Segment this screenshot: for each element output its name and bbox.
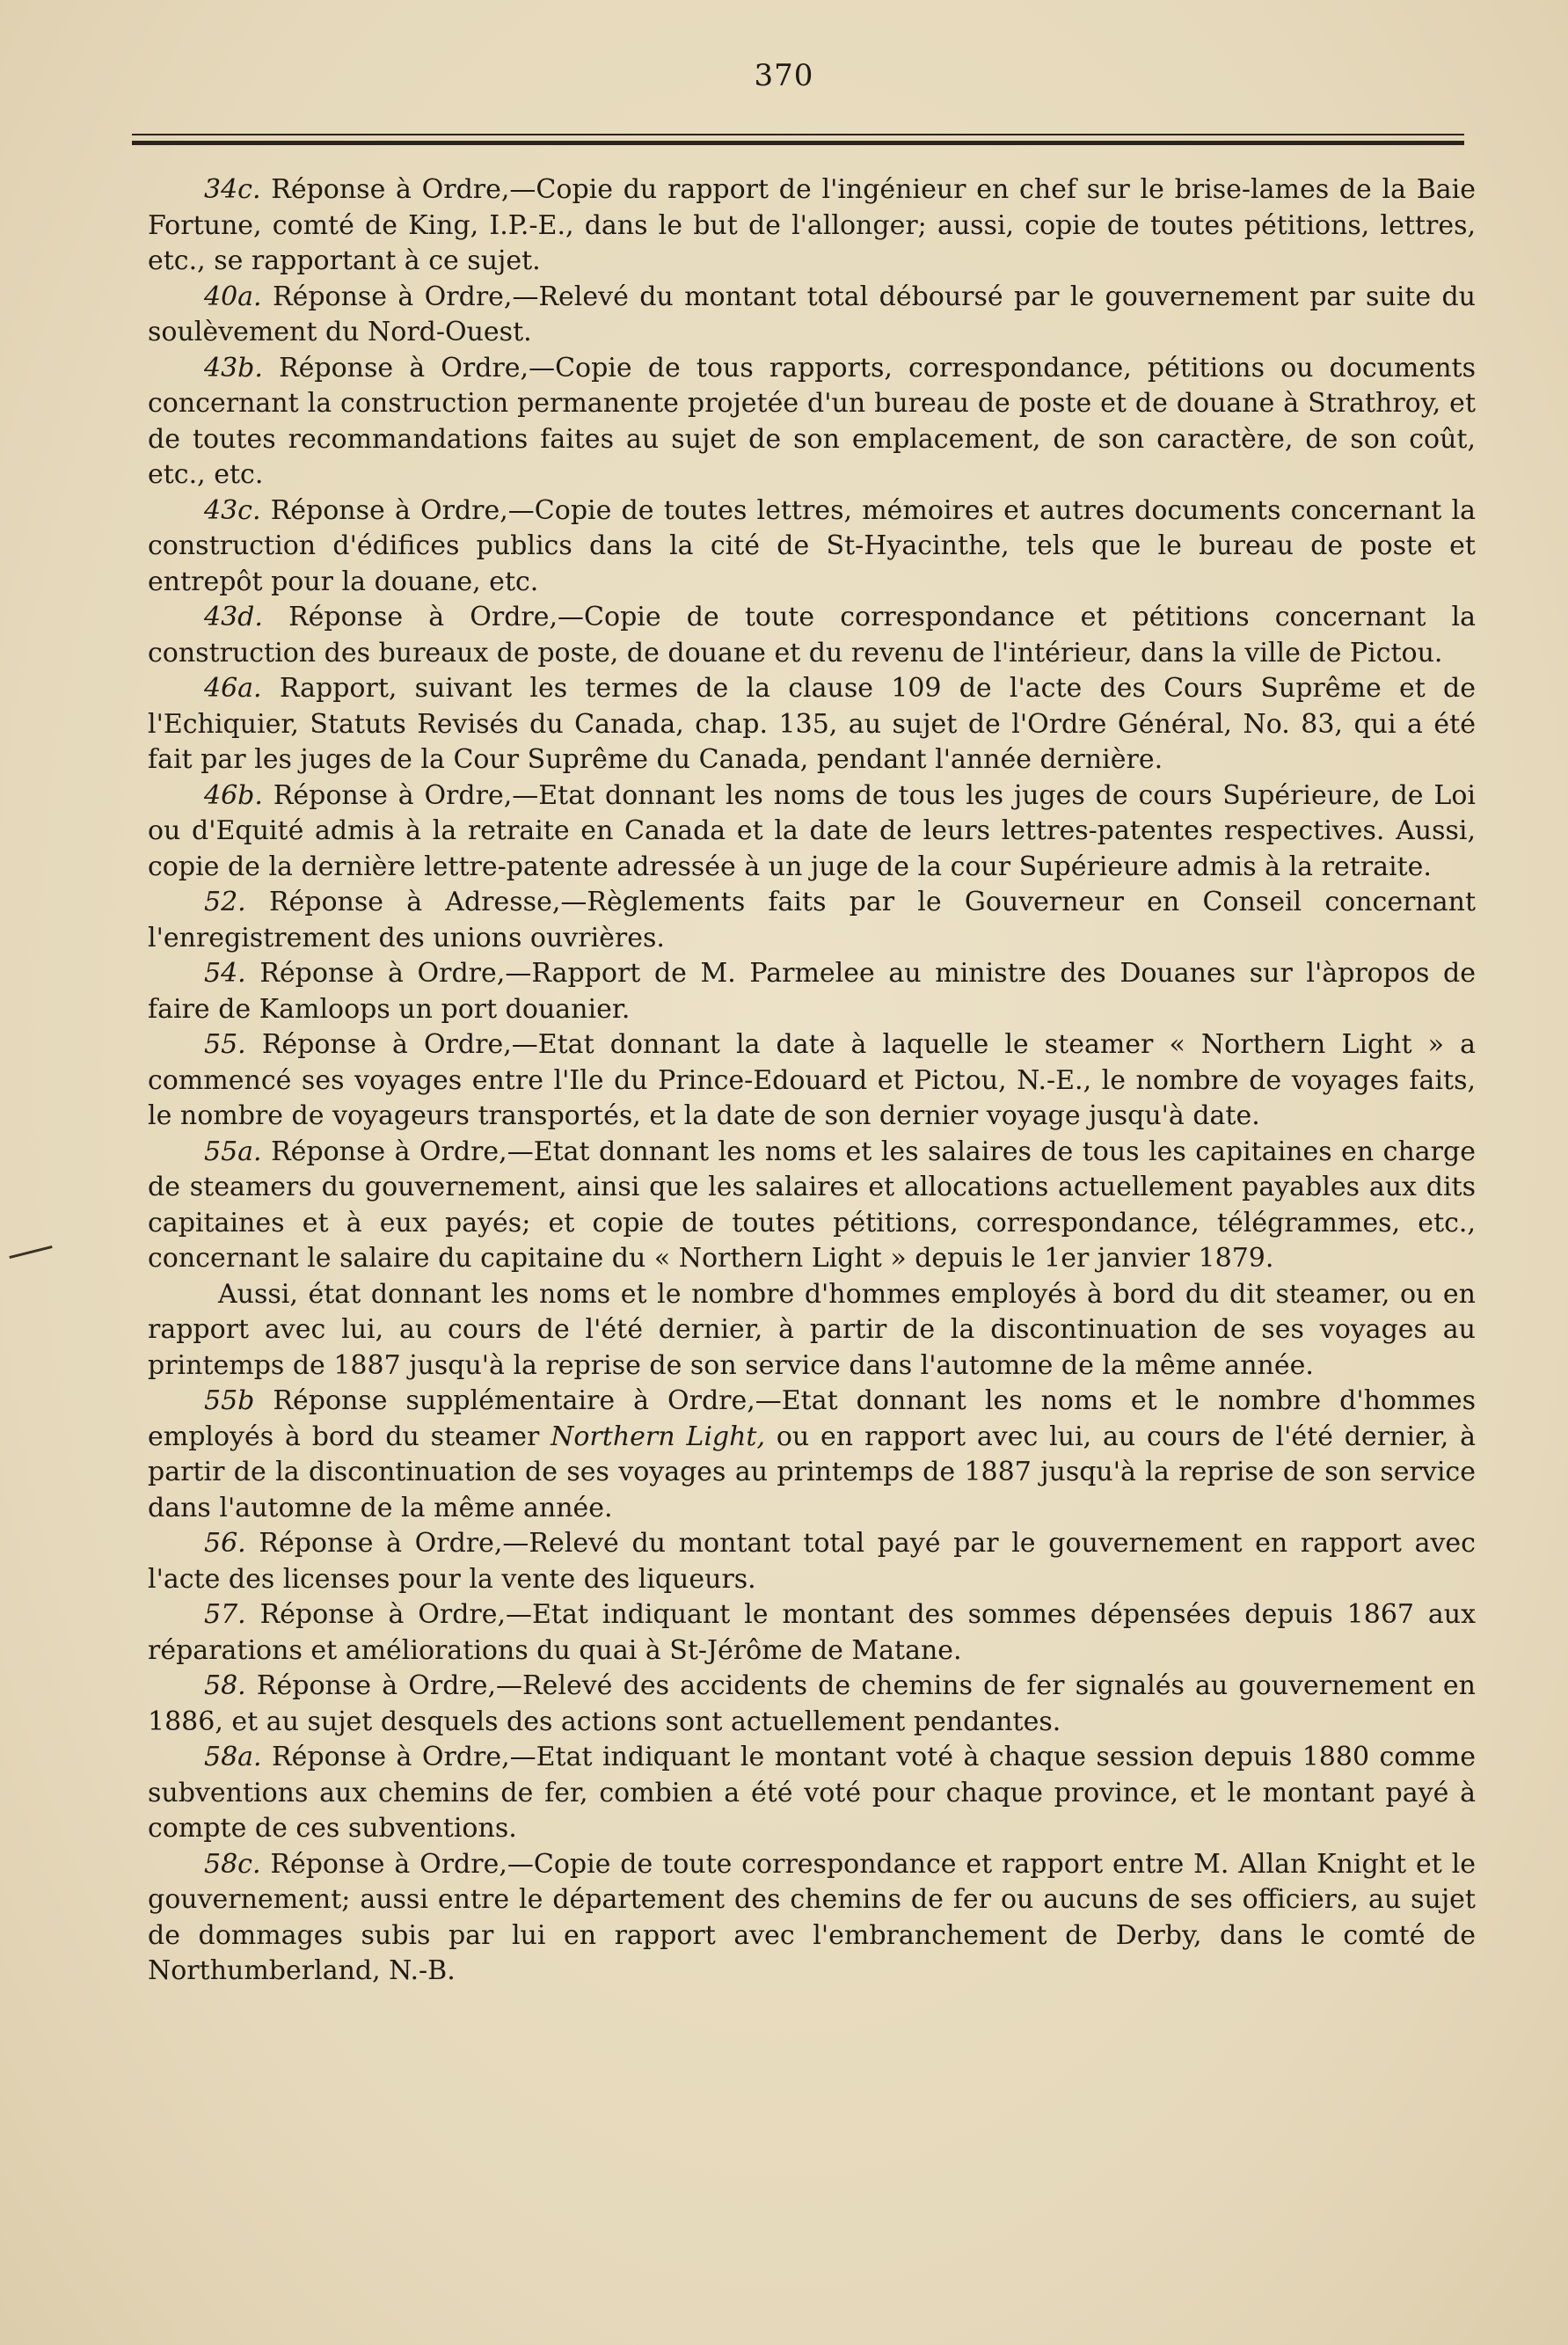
- entry-text: Réponse à Ordre,—Relevé du montant total payé par le gouvernement en rapport avec l'acte des licenses pour la vente des liqueurs.: [148, 1528, 1476, 1595]
- entry-number: 46b.: [204, 779, 263, 811]
- entry-text: Réponse à Ordre,—Etat donnant la date à laquelle le steamer « Northern Light » a commencé ses voyages entre l'Ile du Prince-Edouard et Pictou, N.-E., le nombre de voyages faits, le nombre de voyageurs transportés, et la date de son dernier voyage jusqu'à date.: [148, 1029, 1476, 1131]
- entry-40a: [148, 280, 1476, 351]
- entry-number: 58.: [204, 1670, 246, 1701]
- entry-number: 40a.: [204, 281, 262, 312]
- entry-43b: [148, 351, 1476, 493]
- entry-number: 43d.: [204, 602, 263, 632]
- entry-text: Réponse à Ordre,—Copie de toute correspondance et rapport entre M. Allan Knight et le gouvernement; aussi entre le département des chemins de fer ou aucuns de ses officiers, au sujet de dommages subis par lui en rapport avec l'embranchement de Derby, dans le comté de Northumberland, N.-B.: [148, 1848, 1476, 1986]
- entry-text: Réponse à Ordre,—Copie de tous rapports, correspondance, pétitions ou documents concernant la construction permanente projetée d'un bureau de poste et de douane à Strathroy, et de toutes recommandations faites au sujet de son emplacement, de son caractère, de son coût, etc., etc.: [148, 352, 1476, 490]
- entry-text: Réponse à Ordre,—Copie de toutes lettres, mémoires et autres documents concernant la construction d'édifices publics dans la cité de St-Hyacinthe, tels que le bureau de poste et entrepôt pour la douane, etc.: [148, 494, 1476, 597]
- entry-text: Réponse à Ordre,—Relevé des accidents de chemins de fer signalés au gouvernement en 1886, et au sujet desquels des actions sont actuellement pendantes.: [148, 1670, 1476, 1737]
- entry-58a: [148, 1740, 1476, 1847]
- entry-58: [148, 1669, 1476, 1740]
- entry-number: 55b: [204, 1385, 255, 1416]
- entry-text: Réponse à Ordre,—Etat indiquant le montant des sommes dépensées depuis 1867 aux réparations et améliorations du quai à St-Jérôme de Matane.: [148, 1599, 1476, 1666]
- entry-number: 34c.: [204, 174, 261, 205]
- entry-46a: [148, 671, 1476, 778]
- entry-52: [148, 885, 1476, 956]
- entry-34c: [148, 172, 1476, 280]
- entry-text: Réponse à Adresse,—Règlements faits par le Gouverneur en Conseil concernant l'enregistrement des unions ouvrières.: [148, 887, 1477, 953]
- entry-43d: [148, 600, 1476, 671]
- entry-number: 52.: [204, 887, 246, 917]
- entry-58c: [148, 1847, 1476, 1990]
- entry-55b: [148, 1384, 1476, 1526]
- entry-text: Rapport, suivant les termes de la clause 109 de l'acte des Cours Suprême et de l'Echiquier, Statuts Revisés du Canada, chap. 135, au sujet de l'Ordre Général, No. 83, qui a été fait par les juges de la Cour Suprême du Canada, pendant l'année dernière.: [148, 673, 1476, 775]
- entry-text: Réponse à Ordre,—Etat indiquant le montant voté à chaque session depuis 1880 comme subventions aux chemins de fer, combien a été voté pour chaque province, et le montant payé à compte de ces subventions.: [148, 1742, 1476, 1844]
- entry-55: [148, 1027, 1476, 1135]
- entry-text: Réponse supplémentaire à Ordre,—Etat donnant les noms et le nombre d'hommes employés à bord du steamer: [148, 1385, 1476, 1452]
- entry-number: 46a.: [204, 673, 262, 704]
- entry-46b: [148, 778, 1476, 886]
- entry-number: 43c.: [204, 494, 261, 526]
- entry-number: 43b.: [204, 352, 263, 384]
- entry-text: Réponse à Ordre,—Rapport de M. Parmelee au ministre des Douanes sur l'àpropos de faire de Kamloops un port douanier.: [148, 958, 1476, 1025]
- entry-text: Réponse à Ordre,—Copie de toute correspondance et pétitions concernant la construction des bureaux de poste, de douane et du revenu de l'intérieur, dans la ville de Pictou.: [148, 602, 1476, 668]
- entry-text: Réponse à Ordre,—Relevé du montant total déboursé par le gouvernement par suite du soulèvement du Nord-Ouest.: [148, 281, 1476, 347]
- entry-number: 58a.: [204, 1742, 262, 1772]
- entry-text: Réponse à Ordre,—Copie du rapport de l'ingénieur en chef sur le brise-lames de la Baie Fortune, comté de King, I.P.-E., dans le but de l'allonger; aussi, copie de toutes pétitions, lettres, etc., se rapportant à ce sujet.: [148, 174, 1476, 276]
- ship-name: Northern Light,: [551, 1421, 766, 1452]
- page-number: 370: [754, 58, 814, 93]
- header-rule-thick: [132, 141, 1464, 145]
- entry-number: 56.: [204, 1528, 246, 1559]
- entry-text: Réponse à Ordre,—Etat donnant les noms de tous les juges de cours Supérieure, de Loi ou d'Equité admis à la retraite en Canada et la date de leurs lettres-patentes respectives. Aussi, copie de la dernière lettre-patente adressée à un juge de la cour Supérieure admis à la retraite.: [148, 779, 1476, 882]
- header-rule-thin: [132, 134, 1464, 135]
- entry-text: Réponse à Ordre,—Etat donnant les noms et les salaires de tous les capitaines en charge de steamers du gouvernement, ainsi que les salaires et allocations actuellement payables aux dits capitaines et à eux payés; et copie de toutes pétitions, correspondance, télégrammes, etc., concernant le salaire du capitaine du « Northern Light » depuis le 1er janvier 1879.: [148, 1136, 1476, 1274]
- entry-43c: [148, 493, 1476, 601]
- entry-text: Aussi, état donnant les noms et le nombre d'hommes employés à bord du dit steamer, ou en rapport avec lui, au cours de l'été dernier, à partir de la discontinuation de ses voyages au printemps de 1887 jusqu'à la reprise de son service dans l'automne de la même année.: [148, 1278, 1476, 1381]
- entry-number: 55a.: [204, 1136, 262, 1167]
- entry-55a: [148, 1135, 1476, 1277]
- entry-number: 58c.: [204, 1848, 261, 1880]
- entry-56: [148, 1526, 1476, 1597]
- entry-number: 57.: [204, 1599, 246, 1630]
- entry-57: [148, 1597, 1476, 1669]
- entry-number: 54.: [204, 958, 246, 989]
- margin-pencil-mark: [9, 1246, 52, 1259]
- entry-list: [148, 172, 1476, 1990]
- entry-54: [148, 956, 1476, 1027]
- entry-55a-continued: [148, 1277, 1476, 1384]
- entry-text: ou en rapport avec lui, au cours de l'été dernier, à partir de la discontinuation de ses voyages au printemps de 1887 jusqu'à la reprise de son service dans l'automne de la même année.: [148, 1421, 1476, 1523]
- entry-number: 55.: [204, 1029, 246, 1060]
